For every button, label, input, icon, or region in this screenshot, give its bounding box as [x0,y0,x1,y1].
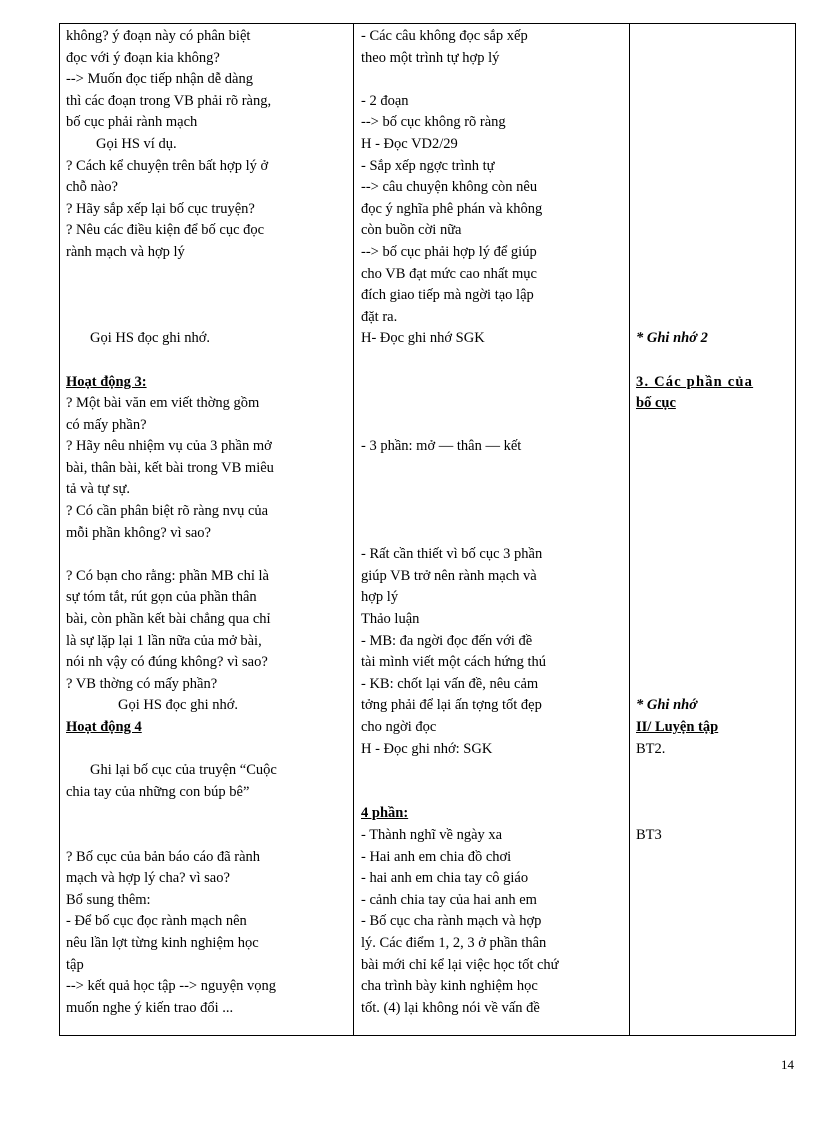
text-line: theo một trình tự hợp lý [361,49,500,66]
blank-line [66,739,348,761]
blank-line [66,544,348,566]
blank-line [361,350,621,372]
blank-line [66,264,348,286]
text-line: Ghi lại bố cục của truyện “Cuộc [90,762,277,779]
text-line: đọc ý nghĩa phê phán và không [361,200,543,217]
text-line: Bổ sung thêm: [66,891,151,908]
text-line: --> bố cục không rõ ràng [361,114,506,131]
text-line: sự tóm tắt, rút gọn của phần thân [66,589,257,606]
text-line: ? Có bạn cho rằng: phần MB chỉ là [66,567,269,584]
blank-line [361,501,621,523]
blank-line [361,372,621,394]
text-line: --> câu chuyện không còn nêu [361,179,538,196]
blank-line [66,825,348,847]
text-line: ? Có cần phân biệt rõ ràng nvụ của [66,503,269,520]
exercise-label: BT2. [636,740,666,757]
text-line: mạch và hợp lý cha? vì sao? [66,870,230,887]
text-line: - 2 đoạn [361,92,409,109]
text-line: - Hai anh em chia đồ chơi [361,848,512,865]
blank-line [361,479,621,501]
text-line: - 3 phần: mở — thân — kết [361,438,522,455]
text-line: mỗi phần không? vì sao? [66,524,211,541]
teacher-activity-column [66,26,348,1019]
text-line: tả và tự sự. [66,481,131,498]
section-heading: 3. Các phần của [636,373,754,390]
text-line: H - Đọc ghi nhớ: SGK [361,740,493,757]
text-line: cha trình bày kinh nghiệm học [361,978,538,995]
text-line: bài mới chỉ kể lại việc học tốt chứ [361,956,559,973]
column-divider-2 [629,24,630,1035]
student-activity-column [361,26,621,1019]
text-line: ? Hãy nêu nhiệm vụ của 3 phần mở [66,438,272,455]
text-line: Gọi HS đọc ghi nhớ. [118,697,239,714]
text-line: - hai anh em chia tay cô giáo [361,870,529,887]
blank-line [361,760,621,782]
blank-line [66,350,348,372]
blank-line [361,523,621,545]
text-line: không? ý đoạn này có phân biệt [66,28,251,44]
text-line: - Thành nghĩ về ngày xa [361,826,503,843]
text-line: đặt ra. [361,308,398,325]
text-line: có mấy phần? [66,416,147,433]
text-line: nêu lần lợt từng kinh nghiệm học [66,934,259,951]
text-line: - MB: đa ngời đọc đến với đề [361,632,533,649]
text-line: ? VB thờng có mấy phần? [66,675,218,692]
section-heading: bố cục [636,395,676,412]
text-line: - KB: chốt lại vấn đề, nêu cảm [361,675,539,692]
text-line: tởng phải để lại ấn tợng tốt đẹp [361,697,542,714]
text-line: đọc với ý đoạn kia không? [66,49,220,66]
text-line: tập [66,956,84,973]
text-line: - cảnh chia tay của hai anh em [361,891,537,908]
text-line: - Các câu không đọc sắp xếp [361,28,528,44]
notes-column [636,26,794,847]
column-divider-1 [353,24,354,1035]
text-line: ? Hãy sắp xếp lại bố cục truyện? [66,200,255,217]
text-line: hợp lý [361,589,399,606]
text-line: muốn nghe ý kiến trao đổi ... [66,999,234,1016]
text-line: chia tay của những con búp bê” [66,783,250,800]
section-heading: Hoạt động 4 [66,719,142,735]
text-line: đích giao tiếp mà ngời tạo lập [361,287,534,304]
blank-line [361,69,621,91]
text-line: bài, thân bài, kết bài trong VB miêu [66,459,274,476]
text-line: - Để bố cục đọc rành mạch nên [66,913,247,930]
text-line: --> bố cục phải hợp lý để giúp [361,243,537,260]
section-heading: Hoạt động 3: [66,373,147,390]
text-line: ? Bố cục của bản báo cáo đã rành [66,848,261,865]
text-line: lý. Các điểm 1, 2, 3 ở phần thân [361,934,547,951]
text-line: giúp VB trở nên rành mạch và [361,567,537,584]
blank-line [66,307,348,329]
exercise-label: BT3 [636,826,662,843]
text-line: còn buồn cời nữa [361,222,462,239]
text-line: chỗ nào? [66,179,118,196]
text-line: Thảo luận [361,611,420,628]
text-line: Gọi HS ví dụ. [96,135,177,152]
blank-line [361,458,621,480]
section-heading: II/ Luyện tập [636,719,719,735]
text-line: ? Một bài văn em viết thờng gồm [66,395,260,412]
text-line: bố cục phải rành mạch [66,114,198,131]
text-line: ? Cách kể chuyện trên bất hợp lý ở [66,157,269,174]
text-line: H - Đọc VD2/29 [361,135,458,152]
text-line: nói nh vậy có đúng không? vì sao? [66,654,268,671]
blank-line [66,803,348,825]
text-line: thì các đoạn trong VB phải rõ ràng, [66,92,272,109]
text-line: - Rất cần thiết vì bố cục 3 phần [361,546,543,563]
blank-line [361,393,621,415]
text-line: cho ngời đọc [361,719,437,735]
blank-line [361,415,621,437]
ghi-nho-2-label: * Ghi nhớ 2 [636,330,708,347]
text-line: - Sắp xếp ngợc trình tự [361,157,495,174]
page-number: 14 [781,1057,794,1072]
text-line: - Bố cục cha rành mạch và hợp [361,913,542,930]
section-heading: 4 phần: [361,805,409,822]
text-line: --> kết quả học tập --> nguyện vọng [66,978,277,995]
text-line: ? Nêu các điều kiện để bố cục đọc [66,222,265,239]
text-line: tài mình viết một cách hứng thú [361,654,547,671]
text-line: --> Muốn đọc tiếp nhận dễ dàng [66,71,253,88]
blank-line [66,285,348,307]
blank-line [361,782,621,804]
text-line: cho VB đạt mức cao nhất mục [361,265,537,282]
lesson-table [59,23,796,1036]
text-line: rành mạch và hợp lý [66,243,185,260]
text-line: Gọi HS đọc ghi nhớ. [90,330,211,347]
ghi-nho-label: * Ghi nhớ [636,697,697,714]
text-line: là sự lặp lại 1 lần nữa của mở bài, [66,632,262,649]
text-line: H- Đọc ghi nhớ SGK [361,330,485,347]
text-line: bài, còn phần kết bài chẳng qua chỉ [66,611,271,628]
text-line: tốt. (4) lại không nói về vấn đề [361,999,540,1016]
